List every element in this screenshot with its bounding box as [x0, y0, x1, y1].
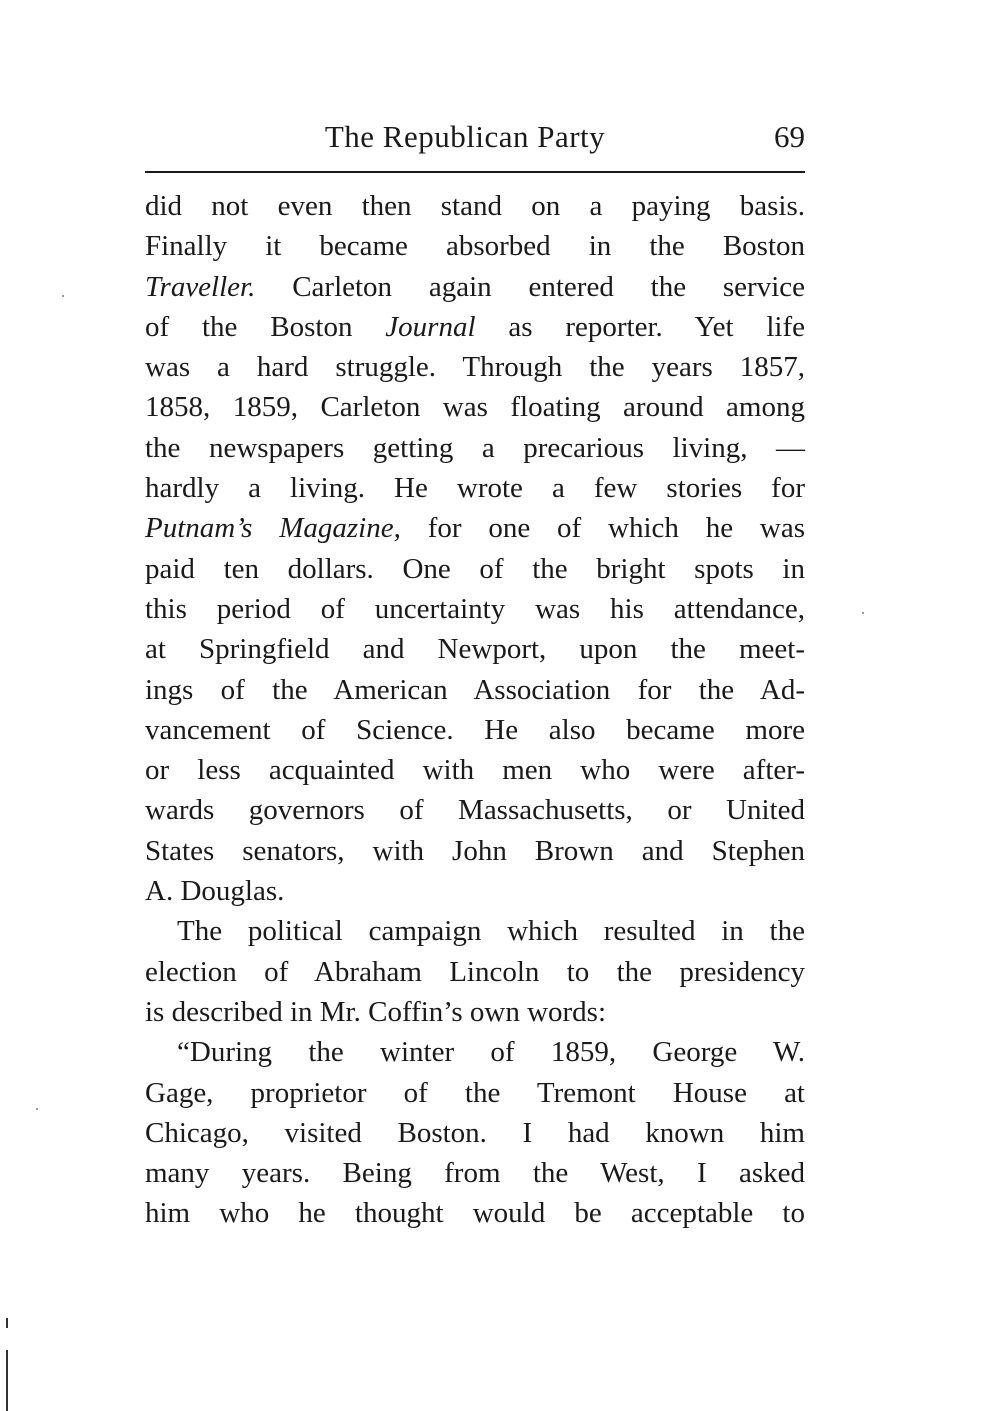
text-line: [145, 1153, 805, 1193]
text-line: [145, 710, 805, 750]
text-line: [145, 468, 805, 508]
text-span: ings of the American Association for the Ad-: [145, 673, 805, 706]
text-line: [145, 347, 805, 387]
header-rule: [145, 171, 805, 173]
text-span: at Springfield and Newport, upon the meet-: [145, 633, 805, 666]
text-line: [145, 992, 805, 1032]
scan-margin-mark: [6, 1318, 8, 1328]
text-span: “During the winter of 1859, George W.: [177, 1036, 805, 1069]
scan-speck: [862, 612, 864, 614]
scan-speck: [36, 1108, 38, 1110]
text-line: [145, 307, 805, 347]
italic-title: Traveller.: [145, 270, 256, 303]
text-span: or less acquainted with men who were after-: [145, 754, 805, 787]
text-span: was a hard struggle. Through the years 1857,: [145, 351, 805, 384]
text-line: [145, 1113, 805, 1153]
scan-speck: [62, 295, 64, 297]
text-span: Carleton again entered the service: [255, 270, 805, 303]
text-span: Chicago, visited Boston. I had known him: [145, 1116, 805, 1149]
text-span: A. Douglas.: [145, 875, 285, 908]
text-line: [145, 387, 805, 427]
text-span: him who he thought would be acceptable to: [145, 1197, 805, 1230]
text-span: wards governors of Massachusetts, or United: [145, 794, 805, 827]
text-line: [145, 1073, 805, 1113]
text-line: [145, 508, 805, 548]
text-line: [145, 871, 805, 911]
body-text: [145, 186, 805, 1234]
italic-title: Putnam’s Magazine,: [145, 512, 401, 545]
text-span: of the Boston: [145, 310, 386, 343]
text-span: The political campaign which resulted in the: [177, 915, 805, 948]
italic-title: Journal: [385, 310, 476, 343]
text-line: [145, 226, 805, 266]
text-span: 1858, 1859, Carleton was floating around among: [145, 391, 805, 424]
text-line: [145, 267, 805, 307]
text-line: [145, 831, 805, 871]
text-line: [145, 1032, 805, 1072]
text-span: paid ten dollars. One of the bright spots in: [145, 552, 805, 585]
text-line: [145, 670, 805, 710]
text-line: [145, 629, 805, 669]
text-span: the newspapers getting a precarious living, —: [145, 431, 805, 464]
text-line: [145, 1193, 805, 1233]
text-line: [145, 549, 805, 589]
text-line: [145, 750, 805, 790]
text-span: many years. Being from the West, I asked: [145, 1157, 805, 1190]
scan-margin-mark: [6, 1350, 8, 1411]
running-title: The Republican Party: [324, 119, 606, 154]
text-span: vancement of Science. He also became more: [145, 713, 805, 746]
text-line: [145, 790, 805, 830]
running-head: [145, 112, 805, 162]
text-line: [145, 589, 805, 629]
text-span: election of Abraham Lincoln to the presidency: [145, 955, 805, 988]
text-span: Gage, proprietor of the Tremont House at: [145, 1076, 805, 1109]
text-line: [145, 911, 805, 951]
text-span: is described in Mr. Coffin’s own words:: [145, 995, 607, 1028]
text-line: [145, 428, 805, 468]
text-line: [145, 186, 805, 226]
text-span: States senators, with John Brown and Stephen: [145, 834, 805, 867]
text-span: as reporter. Yet life: [475, 310, 805, 343]
text-span: this period of uncertainty was his attendance,: [145, 592, 805, 625]
text-span: Finally it became absorbed in the Boston: [145, 230, 805, 263]
text-line: [145, 952, 805, 992]
text-span: hardly a living. He wrote a few stories for: [145, 472, 805, 505]
text-span: for one of which he was: [400, 512, 806, 545]
text-span: did not even then stand on a paying basis.: [145, 190, 805, 222]
page-number: 69: [774, 119, 805, 154]
